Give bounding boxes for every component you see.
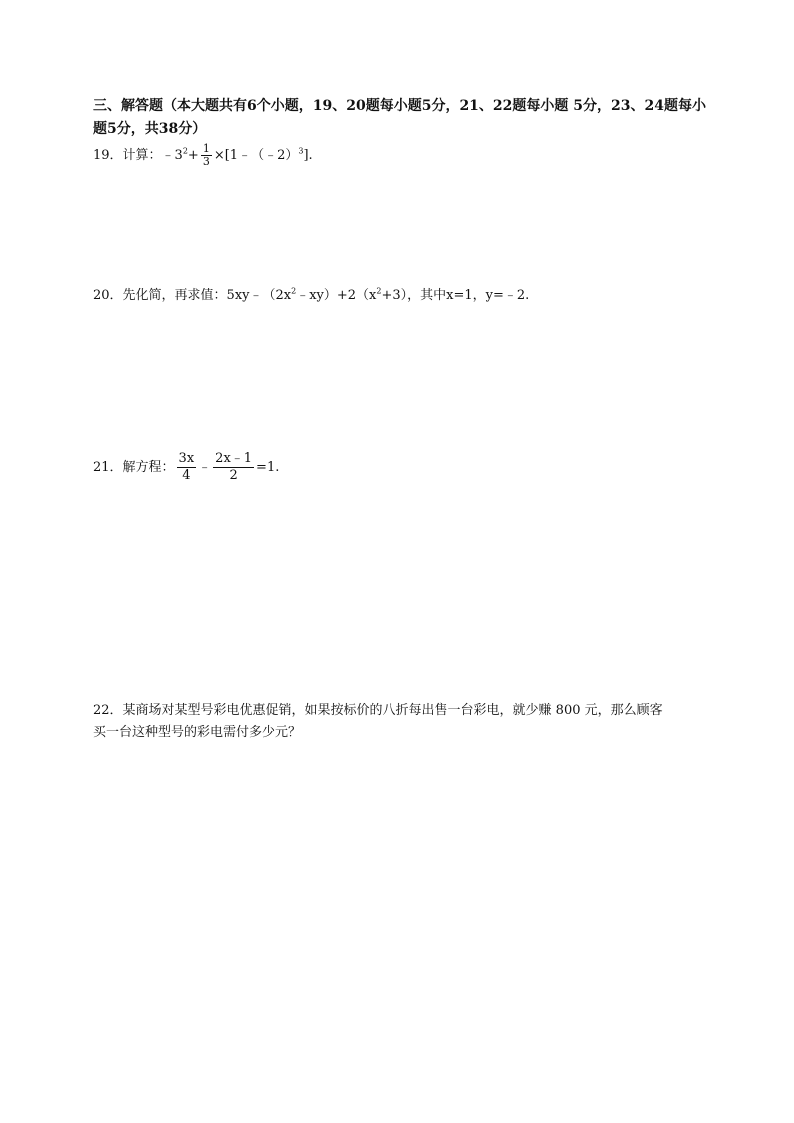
q19-end: ].: [303, 148, 313, 163]
q19-rest: ×[1﹣（﹣2）: [213, 148, 299, 163]
section-heading-line1: 三、解答题（本大题共有6个小题，19、20题每小题5分，21、22题每小题 5分，23、24题每小: [93, 98, 706, 114]
q19-prefix: 19．计算：﹣3: [93, 148, 183, 163]
q21-fraction-2-denominator: 2: [229, 468, 238, 483]
q21-minus: ﹣: [198, 460, 212, 475]
q21-fraction-2-numerator: 2x﹣1: [215, 451, 253, 466]
question-19: [93, 143, 313, 168]
q21-prefix: 21．解方程：: [93, 460, 175, 475]
question-22: [93, 700, 663, 744]
q21-fraction-1-numerator: 3x: [178, 451, 195, 466]
q19-exponent-1: 2: [182, 146, 188, 156]
section-heading-line2: 题5分，共38分）: [93, 121, 207, 137]
q20-end: +3），其中x=1，y=﹣2.: [381, 288, 530, 303]
q20-prefix: 20．先化简，再求值：5xy﹣（2x: [93, 288, 292, 303]
section-heading: [93, 95, 706, 141]
q20-exponent-2: 2: [376, 286, 382, 296]
question-21: [93, 451, 279, 484]
q19-exponent-2: 3: [298, 146, 304, 156]
question-20: [93, 284, 529, 303]
q19-fraction-denominator: 3: [202, 155, 210, 168]
q20-exponent-1: 2: [291, 286, 297, 296]
q19-fraction: [201, 143, 212, 168]
q22-line1: 22．某商场对某型号彩电优惠促销，如果按标价的八折每出售一台彩电，就少赚 800 元，那么顾客: [93, 703, 663, 718]
q19-plus: +: [187, 148, 199, 163]
q21-fraction-1: [177, 451, 197, 484]
q21-end: =1.: [256, 460, 280, 475]
q22-line2: 买一台这种型号的彩电需付多少元？: [93, 725, 302, 740]
q20-middle: ﹣xy）+2（x: [296, 288, 377, 303]
q21-fraction-2: [213, 451, 254, 484]
q19-fraction-numerator: 1: [202, 142, 210, 155]
q21-fraction-1-denominator: 4: [182, 468, 191, 483]
